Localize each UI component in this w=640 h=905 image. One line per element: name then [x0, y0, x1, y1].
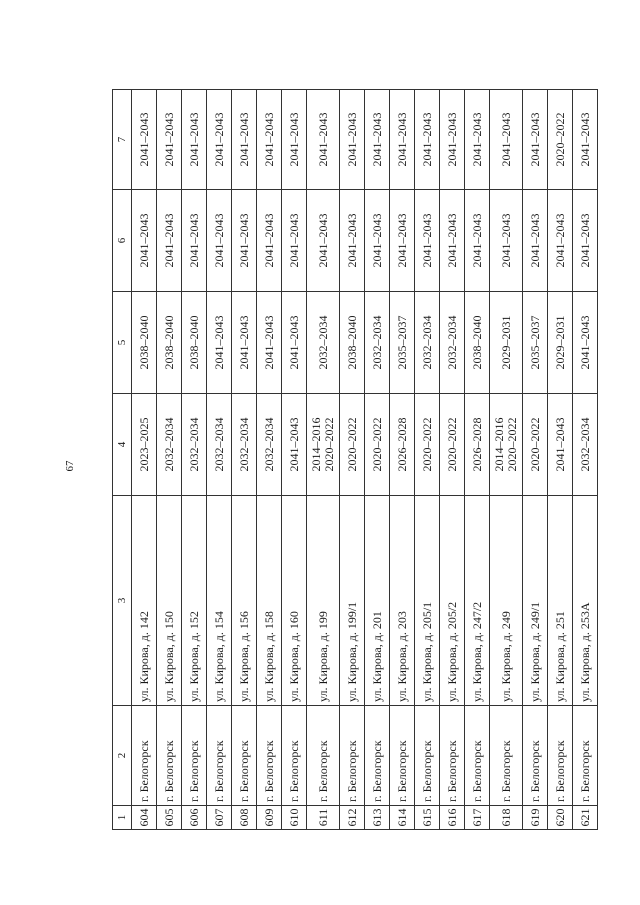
period-col4-cell: [365, 394, 390, 496]
period-col7-cell: 2041–2043: [490, 90, 523, 190]
city-cell: г. Белогорск: [415, 706, 440, 806]
header-cell: 1: [113, 806, 132, 830]
period-col6-cell: 2041–2043: [523, 190, 548, 292]
table-row: [182, 90, 207, 830]
period-col5-cell: 2041–2043: [207, 292, 232, 394]
row-number-cell: 611: [307, 806, 340, 830]
row-number-cell: 621: [573, 806, 598, 830]
period-col6-cell: 2041–2043: [490, 190, 523, 292]
period-col7-cell: 2041–2043: [132, 90, 157, 190]
table-row: [573, 90, 598, 830]
address-cell: ул. Кирова, д. 251: [548, 496, 573, 706]
period-col6-cell: 2041–2043: [390, 190, 415, 292]
period-col7-cell: 2041–2043: [307, 90, 340, 190]
header-cell: 4: [113, 394, 132, 496]
rotated-table-wrapper: [112, 90, 592, 830]
period-col4-line: 2014–2016: [492, 417, 506, 472]
period-col6-cell: 2041–2043: [207, 190, 232, 292]
period-col6-cell: 2041–2043: [548, 190, 573, 292]
row-number-cell: 614: [390, 806, 415, 830]
address-cell: ул. Кирова, д. 203: [390, 496, 415, 706]
period-col4-cell: [523, 394, 548, 496]
period-col4-line: 2032–2034: [236, 417, 251, 472]
period-col4-line: 2041–2043: [552, 417, 567, 472]
table-row: [157, 90, 182, 830]
period-col5-cell: 2038–2040: [157, 292, 182, 394]
period-col4-line: 2023–2025: [136, 417, 151, 472]
address-cell: ул. Кирова, д. 156: [232, 496, 257, 706]
header-row: [113, 90, 132, 830]
row-number-cell: 608: [232, 806, 257, 830]
table-row: [132, 90, 157, 830]
period-col4-line: 2020–2022: [344, 417, 359, 472]
header-cell: 3: [113, 496, 132, 706]
period-col7-cell: 2041–2043: [207, 90, 232, 190]
table-row: [415, 90, 440, 830]
period-col7-cell: 2041–2043: [573, 90, 598, 190]
period-col4-cell: [257, 394, 282, 496]
header-cell: 5: [113, 292, 132, 394]
header-cell: 7: [113, 90, 132, 190]
address-cell: ул. Кирова, д. 199/1: [340, 496, 365, 706]
row-number-cell: 616: [440, 806, 465, 830]
table-row: [307, 90, 340, 830]
period-col4-cell: [282, 394, 307, 496]
period-col4-cell: [465, 394, 490, 496]
table-row: [232, 90, 257, 830]
city-cell: г. Белогорск: [340, 706, 365, 806]
period-col5-cell: 2041–2043: [257, 292, 282, 394]
city-cell: г. Белогорск: [490, 706, 523, 806]
row-number-cell: 620: [548, 806, 573, 830]
period-col7-cell: 2041–2043: [365, 90, 390, 190]
period-col7-cell: 2020–2022: [548, 90, 573, 190]
period-col4-cell: [307, 394, 340, 496]
address-cell: ул. Кирова, д. 253А: [573, 496, 598, 706]
period-col4-cell: [132, 394, 157, 496]
period-col4-line: 2020–2022: [444, 417, 459, 472]
period-col7-cell: 2041–2043: [232, 90, 257, 190]
period-col4-line: 2041–2043: [286, 417, 301, 472]
period-col7-cell: 2041–2043: [282, 90, 307, 190]
row-number-cell: 606: [182, 806, 207, 830]
period-col4-line: 2032–2034: [186, 417, 201, 472]
period-col4-cell: [548, 394, 573, 496]
row-number-cell: 610: [282, 806, 307, 830]
row-number-cell: 605: [157, 806, 182, 830]
period-col5-cell: 2041–2043: [282, 292, 307, 394]
period-col4-line: 2014–2016: [309, 417, 323, 472]
period-col7-cell: 2041–2043: [440, 90, 465, 190]
period-col7-cell: 2041–2043: [340, 90, 365, 190]
address-cell: ул. Кирова, д. 154: [207, 496, 232, 706]
row-number-cell: 604: [132, 806, 157, 830]
table-row: [282, 90, 307, 830]
period-col7-cell: 2041–2043: [157, 90, 182, 190]
city-cell: г. Белогорск: [257, 706, 282, 806]
page-number: 67: [64, 460, 76, 472]
period-col4-line: 2032–2034: [161, 417, 176, 472]
city-cell: г. Белогорск: [132, 706, 157, 806]
period-col7-cell: 2041–2043: [465, 90, 490, 190]
table-row: [523, 90, 548, 830]
table-row: [548, 90, 573, 830]
period-col6-cell: 2041–2043: [132, 190, 157, 292]
city-cell: г. Белогорск: [523, 706, 548, 806]
period-col6-cell: 2041–2043: [365, 190, 390, 292]
period-col4-line: 2032–2034: [261, 417, 276, 472]
address-cell: ул. Кирова, д. 142: [132, 496, 157, 706]
row-number-cell: 615: [415, 806, 440, 830]
address-cell: ул. Кирова, д. 201: [365, 496, 390, 706]
row-number-cell: 619: [523, 806, 548, 830]
address-cell: ул. Кирова, д. 249: [490, 496, 523, 706]
period-col4-line: 2020–2022: [419, 417, 434, 472]
row-number-cell: 617: [465, 806, 490, 830]
period-col4-line: 2020–2022: [527, 417, 542, 472]
address-cell: ул. Кирова, д. 152: [182, 496, 207, 706]
table-row: [207, 90, 232, 830]
city-cell: г. Белогорск: [157, 706, 182, 806]
period-col4-cell: [157, 394, 182, 496]
period-col4-line: 2032–2034: [211, 417, 226, 472]
city-cell: г. Белогорск: [440, 706, 465, 806]
period-col6-cell: 2041–2043: [415, 190, 440, 292]
period-col6-cell: 2041–2043: [573, 190, 598, 292]
address-cell: ул. Кирова, д. 205/2: [440, 496, 465, 706]
table-row: [257, 90, 282, 830]
period-col5-cell: 2038–2040: [340, 292, 365, 394]
address-cell: ул. Кирова, д. 249/1: [523, 496, 548, 706]
period-col5-cell: 2041–2043: [232, 292, 257, 394]
table-row: [490, 90, 523, 830]
period-col5-cell: 2029–2031: [548, 292, 573, 394]
table-row: [340, 90, 365, 830]
city-cell: г. Белогорск: [573, 706, 598, 806]
period-col7-cell: 2041–2043: [182, 90, 207, 190]
header-cell: 6: [113, 190, 132, 292]
city-cell: г. Белогорск: [307, 706, 340, 806]
address-cell: ул. Кирова, д. 199: [307, 496, 340, 706]
period-col4-cell: [440, 394, 465, 496]
schedule-table: [112, 89, 598, 830]
row-number-cell: 607: [207, 806, 232, 830]
period-col4-line: 2032–2034: [577, 417, 592, 472]
city-cell: г. Белогорск: [548, 706, 573, 806]
city-cell: г. Белогорск: [282, 706, 307, 806]
period-col4-cell: [207, 394, 232, 496]
period-col5-cell: 2032–2034: [440, 292, 465, 394]
period-col4-cell: [415, 394, 440, 496]
period-col5-cell: 2035–2037: [390, 292, 415, 394]
table-body: [113, 90, 598, 830]
period-col4-cell: [390, 394, 415, 496]
period-col6-cell: 2041–2043: [157, 190, 182, 292]
table-row: [390, 90, 415, 830]
period-col7-cell: 2041–2043: [257, 90, 282, 190]
period-col6-cell: 2041–2043: [232, 190, 257, 292]
period-col5-cell: 2029–2031: [490, 292, 523, 394]
period-col6-cell: 2041–2043: [257, 190, 282, 292]
period-col4-cell: [340, 394, 365, 496]
period-col6-cell: 2041–2043: [465, 190, 490, 292]
city-cell: г. Белогорск: [232, 706, 257, 806]
row-number-cell: 613: [365, 806, 390, 830]
table-row: [440, 90, 465, 830]
period-col6-cell: 2041–2043: [340, 190, 365, 292]
city-cell: г. Белогорск: [390, 706, 415, 806]
period-col5-cell: 2038–2040: [182, 292, 207, 394]
city-cell: г. Белогорск: [182, 706, 207, 806]
period-col7-cell: 2041–2043: [415, 90, 440, 190]
city-cell: г. Белогорск: [207, 706, 232, 806]
period-col5-cell: 2032–2034: [415, 292, 440, 394]
table-row: [365, 90, 390, 830]
period-col5-cell: 2038–2040: [465, 292, 490, 394]
period-col7-cell: 2041–2043: [523, 90, 548, 190]
period-col5-cell: 2032–2034: [307, 292, 340, 394]
period-col4-cell: [182, 394, 207, 496]
period-col6-cell: 2041–2043: [307, 190, 340, 292]
period-col4-line: 2020–2022: [322, 417, 336, 472]
period-col5-cell: 2041–2043: [573, 292, 598, 394]
period-col4-line: 2020–2022: [369, 417, 384, 472]
row-number-cell: 618: [490, 806, 523, 830]
period-col6-cell: 2041–2043: [182, 190, 207, 292]
period-col4-cell: [573, 394, 598, 496]
period-col4-line: 2026–2028: [469, 417, 484, 472]
period-col6-cell: 2041–2043: [440, 190, 465, 292]
period-col5-cell: 2032–2034: [365, 292, 390, 394]
period-col6-cell: 2041–2043: [282, 190, 307, 292]
city-cell: г. Белогорск: [365, 706, 390, 806]
period-col4-cell: [232, 394, 257, 496]
table-row: [465, 90, 490, 830]
period-col4-cell: [490, 394, 523, 496]
address-cell: ул. Кирова, д. 205/1: [415, 496, 440, 706]
period-col4-line: 2026–2028: [394, 417, 409, 472]
period-col4-line: 2020–2022: [505, 417, 519, 472]
address-cell: ул. Кирова, д. 158: [257, 496, 282, 706]
header-cell: 2: [113, 706, 132, 806]
period-col7-cell: 2041–2043: [390, 90, 415, 190]
period-col5-cell: 2035–2037: [523, 292, 548, 394]
period-col5-cell: 2038–2040: [132, 292, 157, 394]
row-number-cell: 609: [257, 806, 282, 830]
address-cell: ул. Кирова, д. 247/2: [465, 496, 490, 706]
city-cell: г. Белогорск: [465, 706, 490, 806]
row-number-cell: 612: [340, 806, 365, 830]
address-cell: ул. Кирова, д. 160: [282, 496, 307, 706]
address-cell: ул. Кирова, д. 150: [157, 496, 182, 706]
